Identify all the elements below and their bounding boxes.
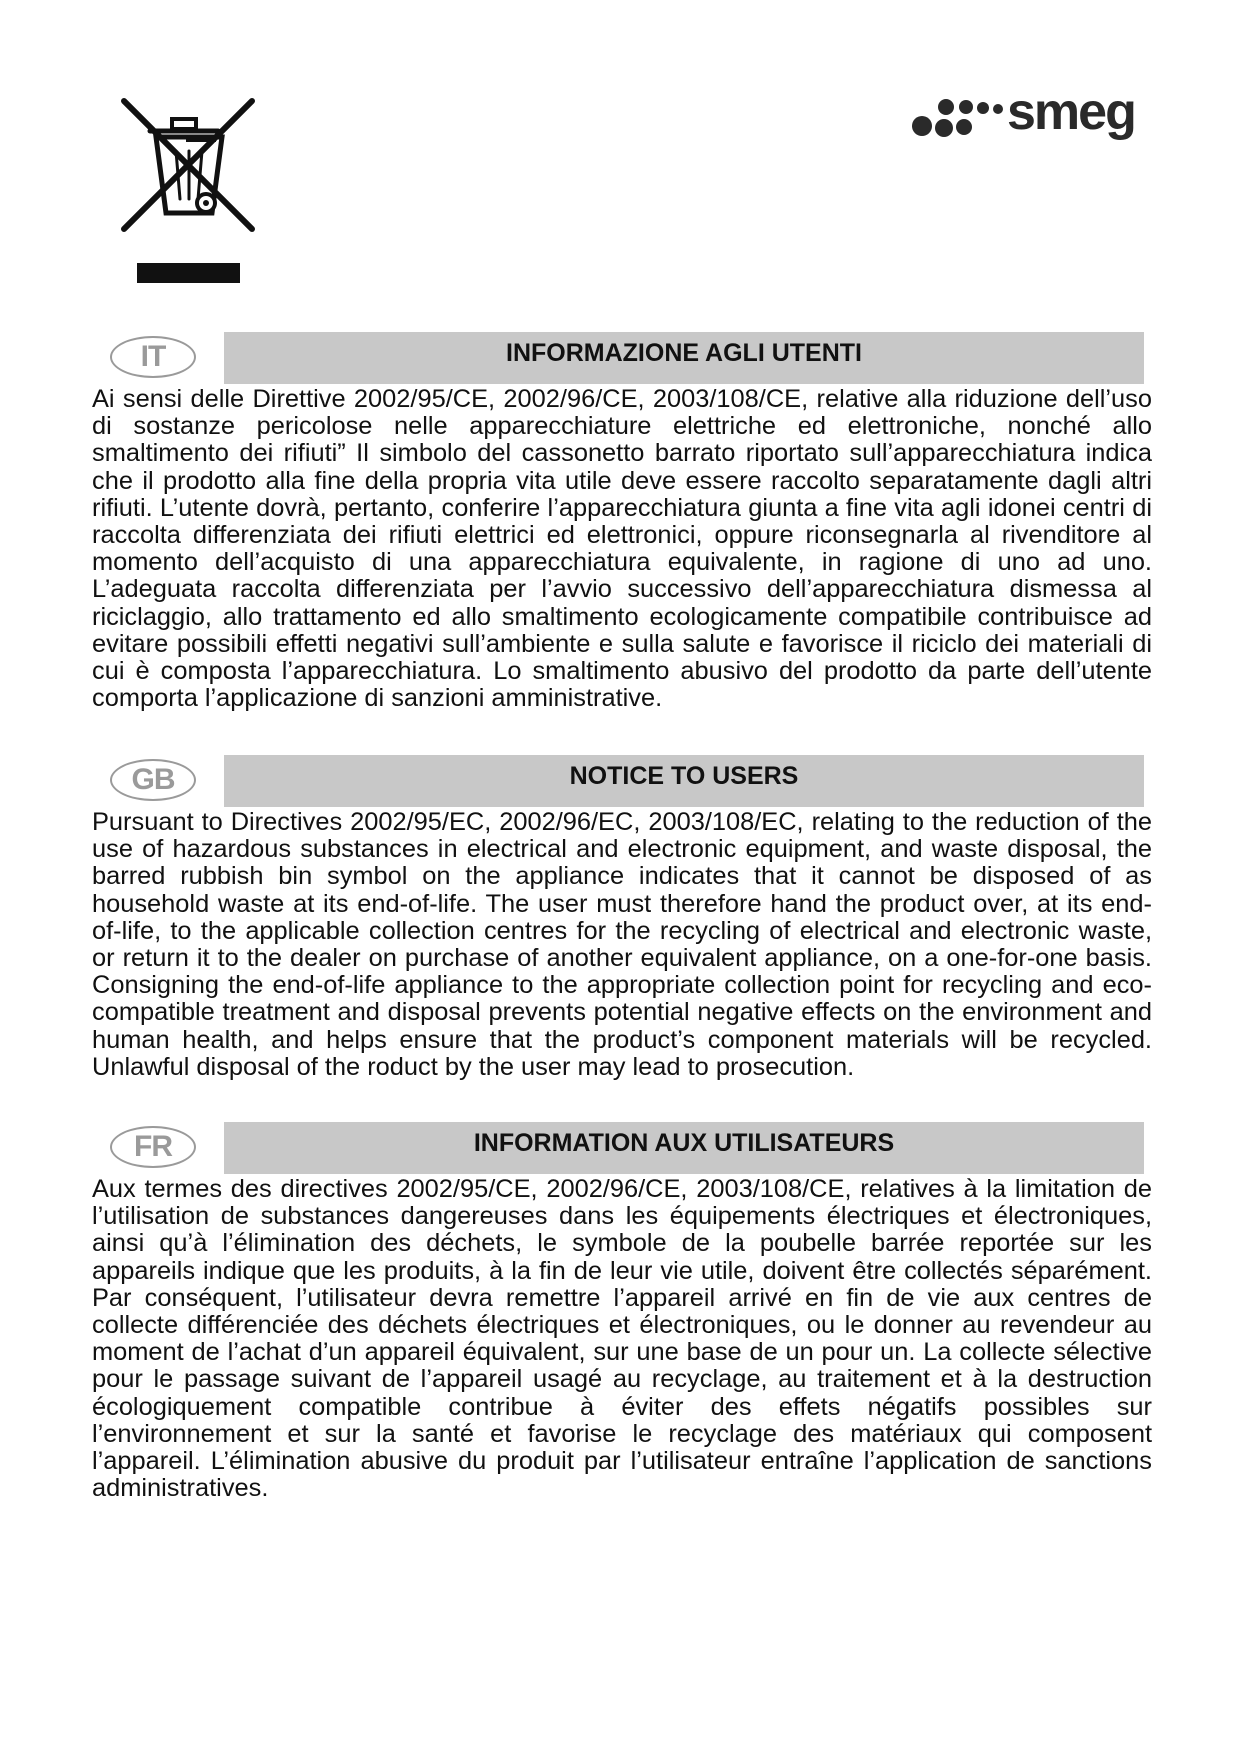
section-fr: [92, 1122, 1152, 1502]
brand-name: smeg: [1007, 83, 1135, 141]
section-it: [92, 332, 1152, 712]
language-badge: IT: [110, 336, 196, 378]
crossed-out-wheelie-bin-icon: [118, 95, 258, 285]
section-title: INFORMAZIONE AGLI UTENTI: [224, 332, 1144, 384]
brand-logo: [912, 83, 1152, 150]
section-title: INFORMATION AUX UTILISATEURS: [224, 1122, 1144, 1174]
section-header: [92, 1122, 1152, 1176]
section-gb: [92, 755, 1152, 1081]
section-title: NOTICE TO USERS: [224, 755, 1144, 807]
section-header: [92, 332, 1152, 386]
language-badge: GB: [110, 759, 196, 801]
language-badge: FR: [110, 1126, 196, 1168]
section-body: Ai sensi delle Direttive 2002/95/CE, 2002/96/CE, 2003/108/CE, relative alla riduzione dell’uso di sostanze pericolose nelle apparecchiature elettriche ed elettroniche, nonché allo smaltimento dei rifiuti” Il simbolo del cassonetto barrato riportato sull’apparecchiatura indica che il prodotto alla fine della propria vita utile deve essere raccolto separatamente dagli altri rifiuti. L’utente dovrà, pertanto, conferire l’apparecchiatura giunta a fine vita agli idonei centri di raccolta differenziata dei rifiuti elettrici ed elettronici, oppure riconsegnarla al rivenditore al momento dell’acquisto di una apparecchiatura equivalente, in ragione di uno ad uno. L’adeguata raccolta differenziata per l’avvio successivo dell’apparecchiatura dismessa al riciclaggio, allo trattamento ed allo smaltimento ecologicamente compatibile contribuisce ad evitare possibili effetti negativi sull’ambiente e sulla salute e favorisce il riciclo dei materiali di cui è composta l’apparecchiatura. Lo smaltimento abusivo del prodotto da parte dell’utente comporta l’applicazione di sanzioni amministrative.: [92, 385, 1152, 713]
section-header: [92, 755, 1152, 809]
section-body: Aux termes des directives 2002/95/CE, 2002/96/CE, 2003/108/CE, relatives à la limitation de l’utilisation de substances dangereuses dans les équipements électriques et électroniques, ainsi qu’à l’élimination des déchets, le symbole de la poubelle barrée reportée sur les appareils indique que les produits, à la fin de leur vie utile, doivent être collectés séparément. Par conséquent, l’utilisateur devra remettre l’appareil arrivé en fin de vie aux centres de collecte différenciée des déchets électriques et électroniques, ou le donner au revendeur au moment de l’achat d’un appareil équivalent, sur une base de un pour un. La collecte sélective pour le passage suivant de l’appareil usagé au recyclage, au traitement et à la destruction écologiquement compatible contribue à éviter des effets négatifs possibles sur l’environnement et sur la santé et favorise le recyclage des matériaux qui composent l’appareil. L’élimination abusive du produit par l’utilisateur entraîne l’application de sanctions administratives.: [92, 1175, 1152, 1503]
section-body: Pursuant to Directives 2002/95/EC, 2002/96/EC, 2003/108/EC, relating to the reduction of the use of hazardous substances in electrical and electronic equipment, and waste disposal, the barred rubbish bin symbol on the appliance indicates that it cannot be disposed of as household waste at its end-of-life. The user must therefore hand the product over, at its end-of-life, to the applicable collection centres for the recycling of electrical and electronic waste, or return it to the dealer on purchase of another equivalent appliance, on a one-for-one basis. Consigning the end-of-life appliance to the appropriate collection point for recycling and eco-compatible treatment and disposal prevents potential negative effects on the environment and human health, and helps ensure that the product’s component materials will be recycled. Unlawful disposal of the roduct by the user may lead to prosecution.: [92, 808, 1152, 1081]
